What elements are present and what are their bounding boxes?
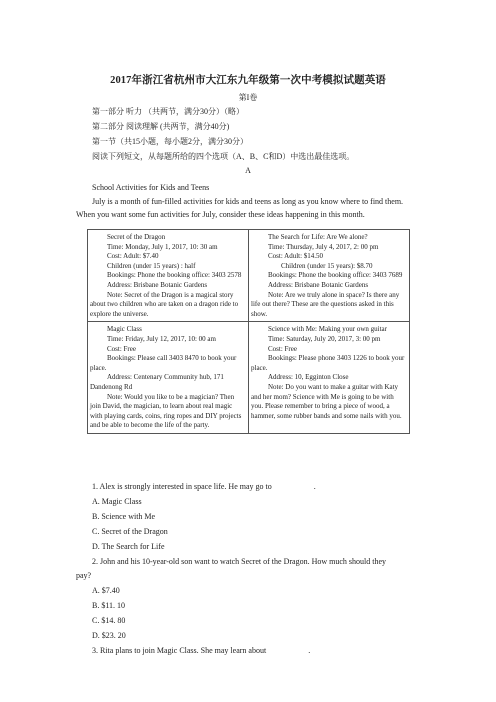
volume-label: 第I卷 [238, 93, 258, 102]
question-3-period: . [308, 646, 311, 655]
activity-cost: Cost: Adult: $14.50 [268, 252, 324, 261]
question-1-option-d: D. The Search for Life [92, 542, 165, 551]
activity-time: Time: Friday, July 12, 2017, 10: 00 am [107, 334, 216, 343]
passage-intro: July is a month of fun-filled activities for kids and teens as long as you know where to find them. When you want some fun activities for July, consider these ideas happening in this month. [76, 197, 404, 219]
activity-cost-children: Children (under 15 years) : half [107, 261, 196, 270]
activity-bookings: Bookings: Please phone 3403 1226 to book your place. [251, 354, 405, 372]
activity-name: Secret of the Dragon [107, 233, 166, 241]
activity-time: Time: Saturday, July 20, 2017, 3: 00 pm [268, 334, 381, 343]
activity-name: Science with Me: Making your own guitar [268, 325, 387, 334]
activity-name: Magic Class [107, 325, 142, 334]
activity-note: Note: Secret of the Dragon is a magical story about two children who are taken on a dragon ride to explore the universe. [90, 290, 239, 318]
question-2-option-b: B. $11. 10 [92, 601, 126, 610]
activity-note: Note: Are we truly alone in space? Is there any life out there? These are the questions asked in this show. [251, 290, 400, 318]
question-1-option-c: C. Secret of the Dragon [92, 527, 168, 536]
activity-address: Address: Brisbane Botanic Gardens [268, 280, 369, 289]
activities-table [87, 229, 410, 434]
question-2-text: 2. John and his 10-year-old son want to watch Secret of the Dragon. How much should they [92, 557, 386, 566]
activities-row [88, 322, 409, 433]
activity-cost-children: Children (under 15 years): $8.70 [281, 261, 373, 270]
question-1-period: . [313, 482, 316, 491]
question-2-option-c: C. $14. 80 [92, 616, 126, 625]
question-3-text: 3. Rita plans to join Magic Class. She may learn about [92, 646, 267, 655]
activity-cost: Cost: Free [107, 344, 136, 353]
question-1-option-a: A. Magic Class [92, 497, 142, 506]
activity-address: Address: Brisbane Botanic Gardens [107, 280, 208, 289]
passage-label: A [245, 166, 251, 175]
activity-card [88, 322, 248, 433]
activity-time: Time: Monday, July 1, 2017, 10: 30 am [107, 242, 218, 251]
activity-address: Address: Centenary Community hub, 171 Dandenong Rd [90, 373, 224, 391]
question-2-text-cont: pay? [76, 571, 92, 580]
activity-note: Note: Would you like to be a magician? Then join David, the magician, to learn about real magic with playing cards, coins, ring ropes and DIY projects and be able to become the life of the party. [90, 392, 242, 430]
question-3 [92, 646, 310, 655]
activity-bookings: Bookings: Please call 3403 8470 to book your place. [90, 354, 237, 372]
question-1 [92, 482, 316, 491]
activity-card [88, 230, 248, 321]
activities-row [88, 230, 409, 322]
question-1-text: 1. Alex is strongly interested in space life. He may go to [92, 482, 272, 491]
activity-name: The Search for Life: Are We alone? [268, 233, 368, 241]
activity-cost: Cost: Free [268, 344, 297, 353]
section-listening: 第一部分 听力 （共两节，满分30分）（略） [92, 107, 244, 116]
activity-bookings: Bookings: Phone the booking office: 3403 7689 [268, 271, 403, 280]
activity-address: Address: 10, Egginton Close [268, 373, 349, 382]
passage-heading: School Activities for Kids and Teens [92, 183, 210, 192]
activity-card [248, 230, 409, 321]
question-1-option-b: B. Science with Me [92, 512, 156, 521]
section-reading: 第二部分 阅读理解 (共两节，满分40分) [92, 122, 230, 131]
activity-card [248, 322, 409, 433]
section-part1: 第一节（共15小题，每小题2分，满分30分） [92, 137, 248, 146]
instructions: 阅读下列短文，从每题所给的四个选项（A、B、C和D）中选出最佳选项。 [92, 152, 355, 161]
question-2-option-a: A. $7.40 [92, 586, 120, 595]
activity-bookings: Bookings: Phone the booking office: 3403 2578 [107, 271, 242, 280]
page-title: 2017年浙江省杭州市大江东九年级第一次中考模拟试题英语 [110, 75, 386, 86]
activity-note: Note: Do you want to make a guitar with Katy and her mom? Science with Me is going to be with you. Please remember to bring a piece of wood, a hammer, some rubber bands and some nails with you. [251, 382, 402, 420]
activity-time: Time: Thursday, July 4, 2017, 2: 00 pm [268, 242, 379, 251]
question-2-option-d: D. $23. 20 [92, 631, 126, 640]
activity-cost: Cost: Adult: $7.40 [107, 252, 159, 261]
